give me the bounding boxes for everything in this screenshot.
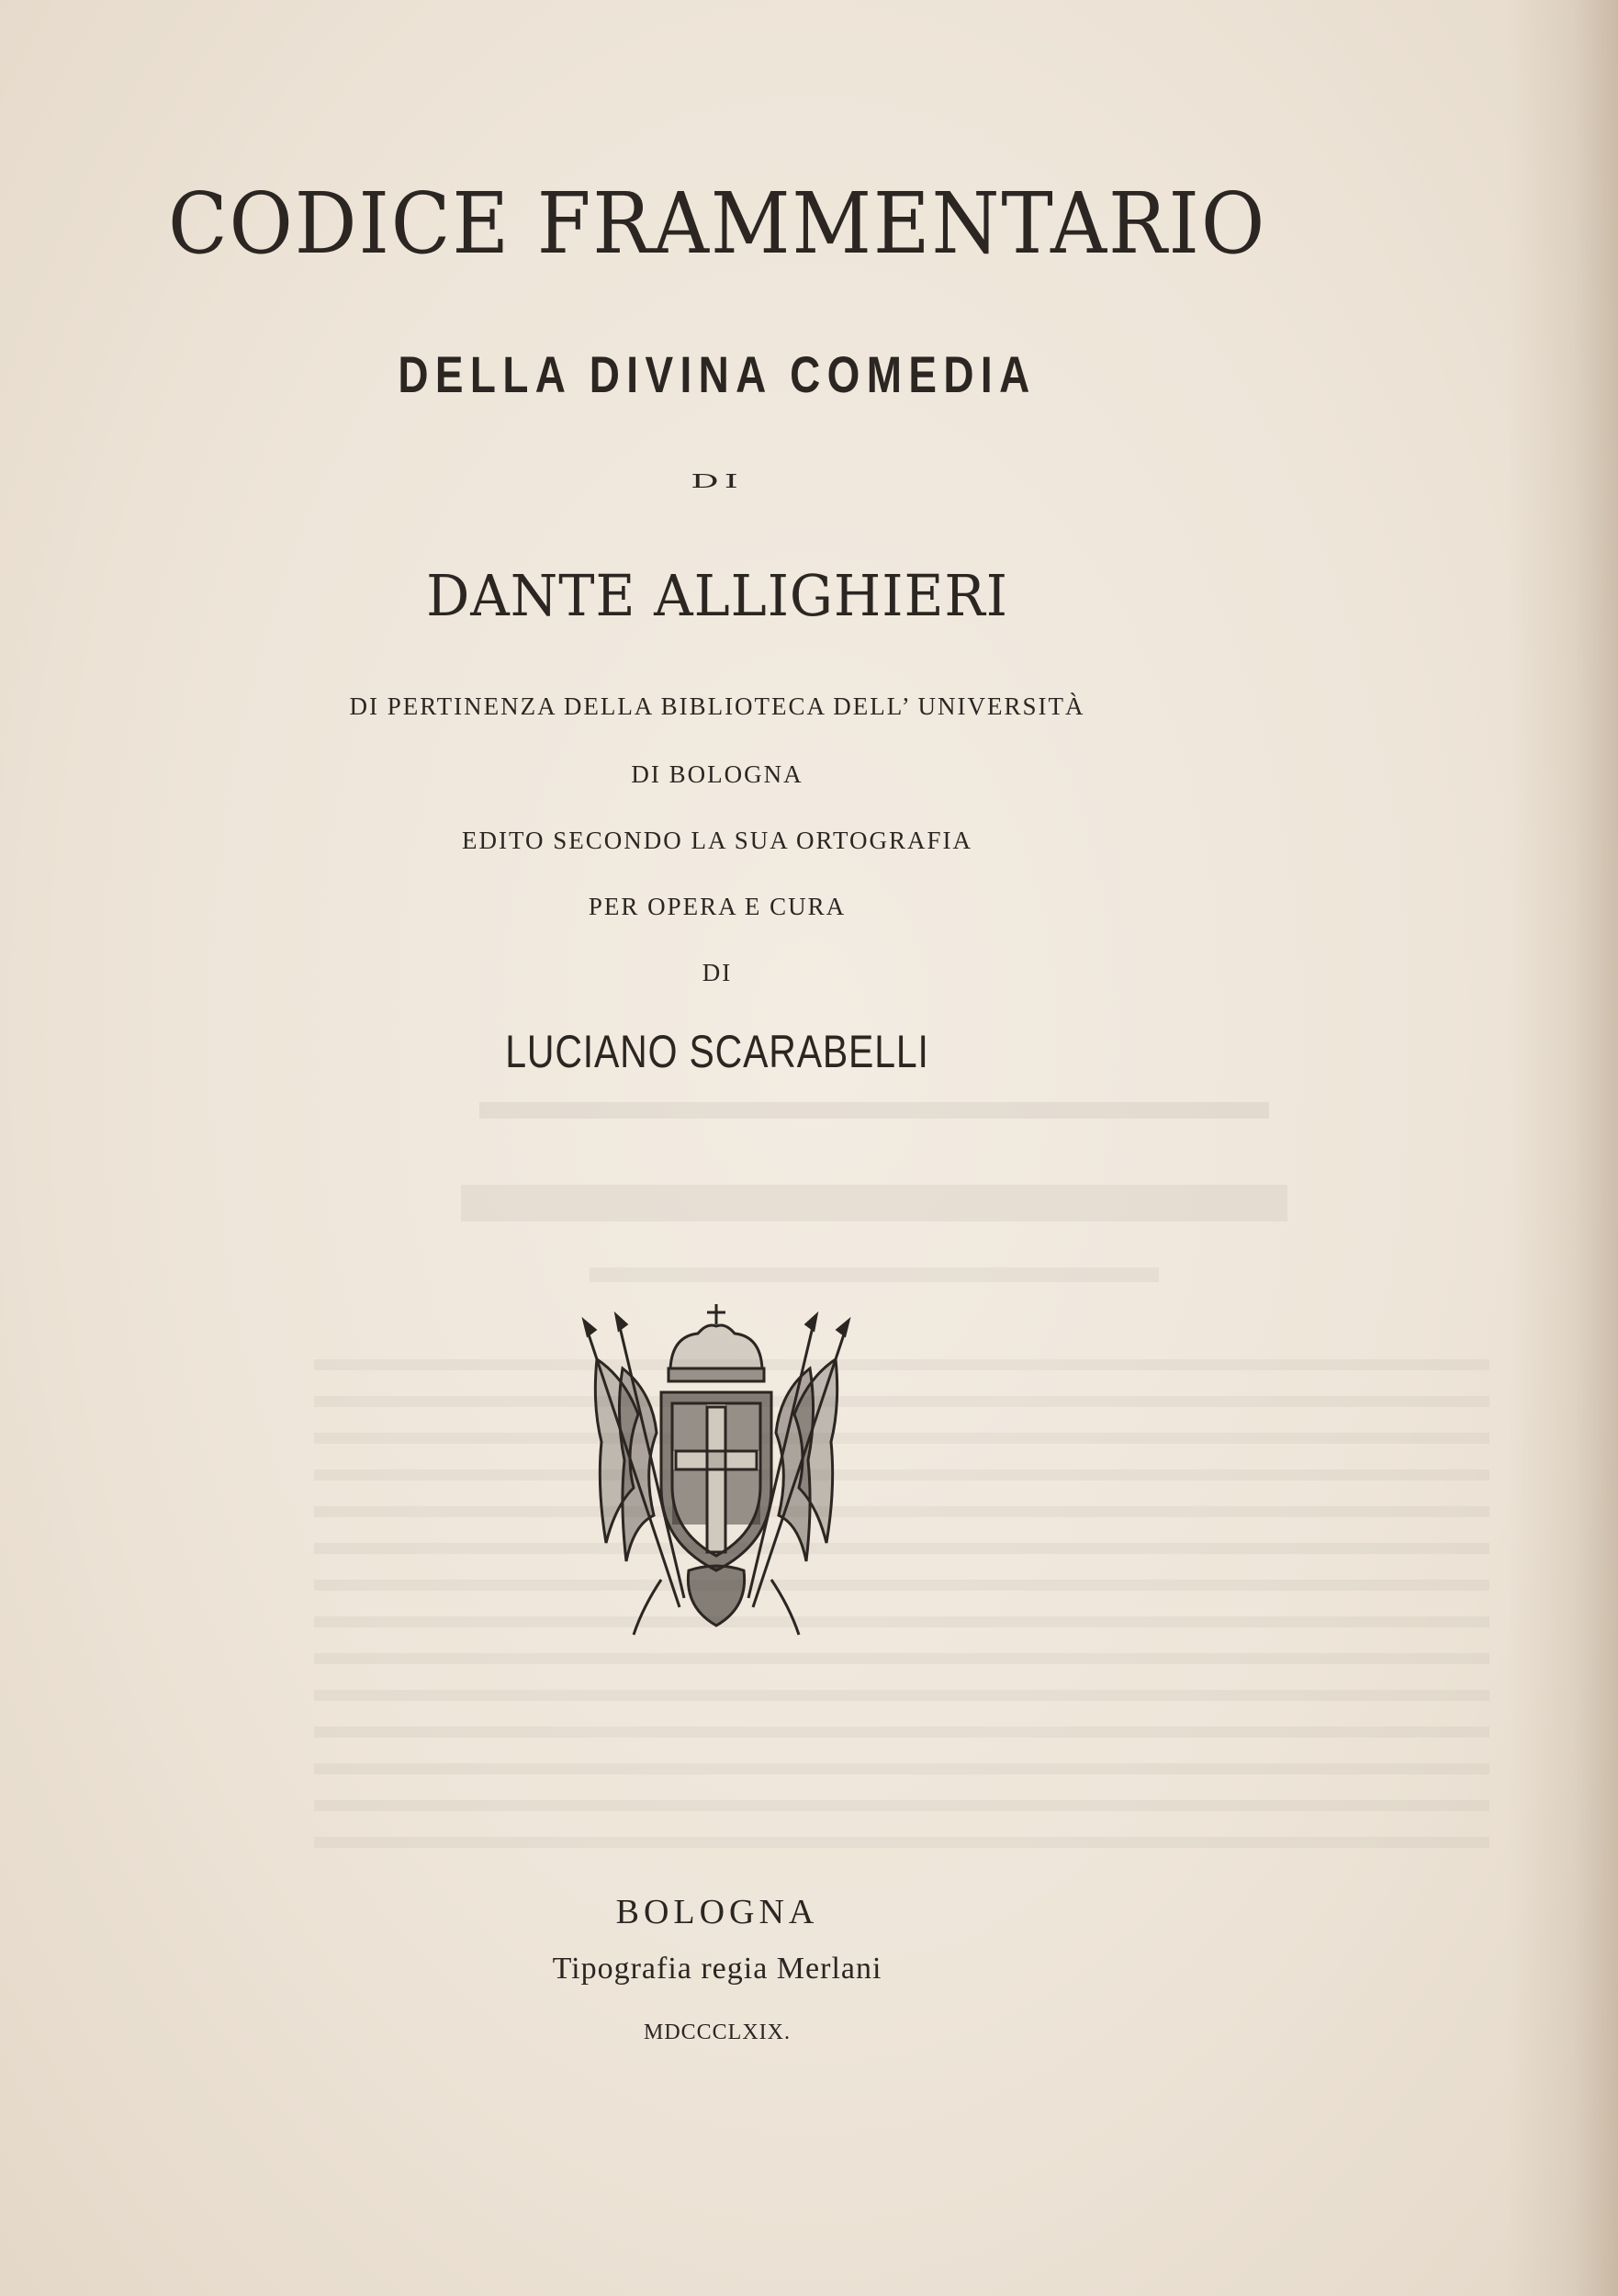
- author-name: DANTE ALLIGHIERI: [426, 562, 1008, 629]
- di-connector: DI: [691, 469, 744, 493]
- imprint-printer: Tipografia regia Merlani: [552, 1952, 882, 1986]
- edition-line: EDITO SECONDO LA SUA ORTOGRAFIA: [462, 827, 972, 854]
- care-line: PER OPERA E CURA: [588, 893, 847, 920]
- imprint-year: MDCCCLXIX.: [643, 2020, 791, 2044]
- di-connector-2: DI: [702, 959, 733, 986]
- library-city-line: DI BOLOGNA: [631, 760, 803, 788]
- pertinence-line: DI PERTINENZA DELLA BIBLIOTECA DELL’ UNIVERSITÀ: [349, 692, 1085, 720]
- title-line-1: CODICE FRAMMENTARIO: [167, 174, 1267, 273]
- editor-name: LUCIANO SCARABELLI: [505, 1026, 929, 1077]
- savoy-coat-of-arms-icon: [569, 1304, 863, 1644]
- title-line-2: DELLA DIVINA COMEDIA: [398, 345, 1037, 403]
- imprint-city: BOLOGNA: [615, 1893, 819, 1931]
